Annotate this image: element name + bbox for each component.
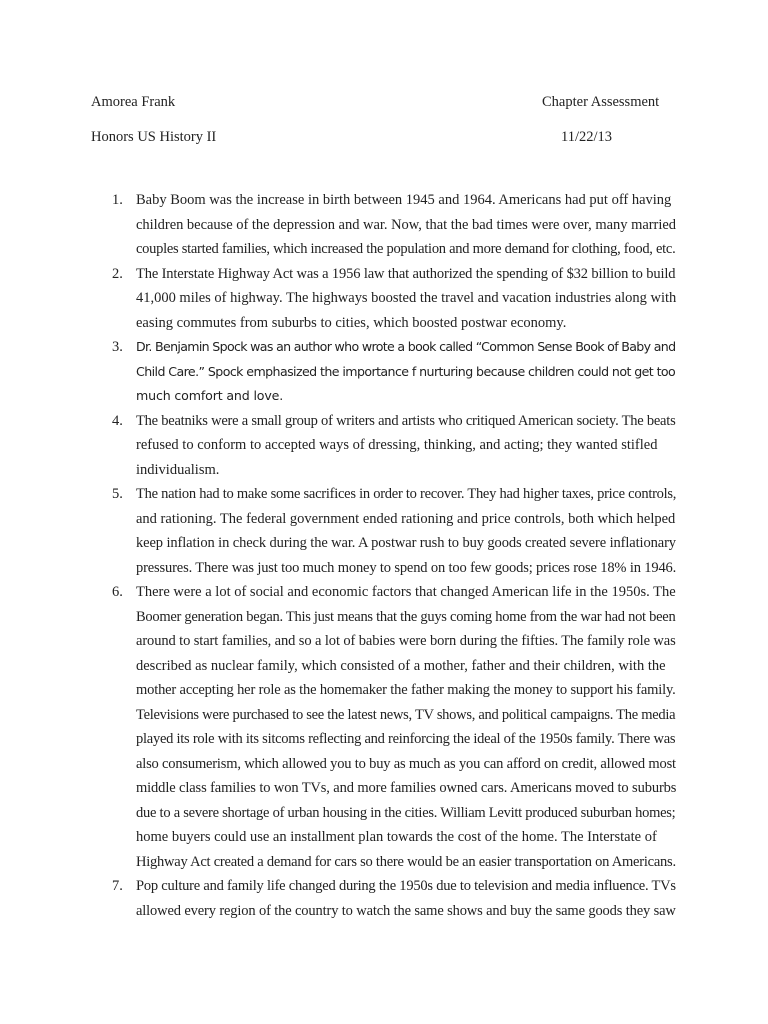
answer-text (136, 482, 676, 580)
answer-line: pressures. There was just too much money to spend on too few goods; prices rose 18% in 1946. (136, 559, 677, 576)
answer-number: 6. (112, 584, 123, 600)
answer-line: Highway Act created a demand for cars so there would be an easier transportation on Americans. (136, 853, 676, 870)
answer-line: The Interstate Highway Act was a 1956 law that authorized the spending of $32 billion to build (136, 265, 676, 282)
answer-item (0, 188, 768, 262)
answer-line: also consumerism, which allowed you to buy as much as you can afford on credit, allowed most (136, 755, 676, 772)
answer-line: keep inflation in check during the war. A postwar rush to buy goods created severe inflationary (136, 535, 676, 551)
answer-line: children because of the depression and war. Now, that the bad times were over, many married (136, 216, 677, 233)
answer-line: mother accepting her role as the homemaker the father making the money to support his family. (136, 682, 676, 698)
answer-number: 5. (112, 486, 123, 502)
answer-line: middle class families to won TVs, and more families owned cars. Americans moved to suburbs (136, 780, 677, 796)
answer-text (136, 262, 676, 336)
answer-line: described as nuclear family, which consisted of a mother, father and their children, with the (136, 657, 666, 674)
answer-line: around to start families, and so a lot of babies were born during the fifties. The family role was (136, 633, 676, 649)
answer-line: Dr. Benjamin Spock was an author who wrote a book called “Common Sense Book of Baby and (136, 339, 676, 354)
answer-item (0, 874, 768, 923)
answer-line: Child Care.” Spock emphasized the importance f nurturing because children could not get too (136, 363, 676, 379)
answer-line: Televisions were purchased to see the latest news, TV shows, and political campaigns. The media (136, 706, 676, 723)
course-name: Honors US History II (91, 129, 217, 145)
answer-item (0, 580, 768, 874)
answer-list (0, 188, 768, 923)
answer-number: 1. (112, 192, 123, 208)
answer-line: due to a severe shortage of urban housing in the cities. William Levitt produced suburban homes; (136, 804, 676, 821)
answer-item (0, 409, 768, 483)
answer-text (136, 874, 676, 923)
answer-number: 4. (112, 412, 123, 429)
answer-line: The beatniks were a small group of writers and artists who critiqued American society. The beats (136, 412, 676, 429)
answer-number: 7. (112, 878, 123, 894)
answer-item (0, 262, 768, 336)
answer-item (0, 335, 768, 409)
answer-number: 2. (112, 265, 123, 282)
student-name: Amorea Frank (91, 94, 176, 110)
answer-text (136, 409, 676, 483)
answer-text (136, 188, 676, 262)
answer-line: The nation had to make some sacrifices in order to recover. They had higher taxes, price controls, (136, 486, 677, 502)
answer-line: easing commutes from suburbs to cities, which boosted postwar economy. (136, 314, 567, 331)
answer-line: much comfort and love. (136, 388, 284, 403)
answer-line: Baby Boom was the increase in birth between 1945 and 1964. Americans had put off having (136, 192, 672, 208)
answer-text (136, 335, 676, 409)
answer-line: There were a lot of social and economic factors that changed American life in the 1950s. The (136, 584, 676, 600)
answer-line: 41,000 miles of highway. The highways boosted the travel and vacation industries along with (136, 290, 677, 306)
answer-number: 3. (112, 339, 123, 355)
assignment-title: Chapter Assessment (542, 94, 660, 110)
answer-line: Boomer generation began. This just means that the guys coming home from the war had not been (136, 608, 676, 625)
answer-line: home buyers could use an installment plan towards the cost of the home. The Interstate of (136, 829, 657, 845)
assignment-date: 11/22/13 (561, 129, 613, 145)
answer-line: allowed every region of the country to watch the same shows and buy the same goods they saw (136, 902, 676, 919)
answer-line: Pop culture and family life changed during the 1950s due to television and media influence. TVs (136, 878, 676, 894)
answer-line: played its role with its sitcoms reflecting and reinforcing the ideal of the 1950s family. There was (136, 731, 676, 747)
answer-line: refused to conform to accepted ways of dressing, thinking, and acting; they wanted stifled (136, 437, 658, 453)
answer-text (136, 580, 676, 874)
answer-line: individualism. (136, 461, 220, 478)
answer-line: couples started families, which increased the population and more demand for clothing, food, etc. (136, 241, 676, 257)
answer-line: and rationing. The federal government ended rationing and price controls, both which helped (136, 510, 676, 527)
answer-item (0, 482, 768, 580)
